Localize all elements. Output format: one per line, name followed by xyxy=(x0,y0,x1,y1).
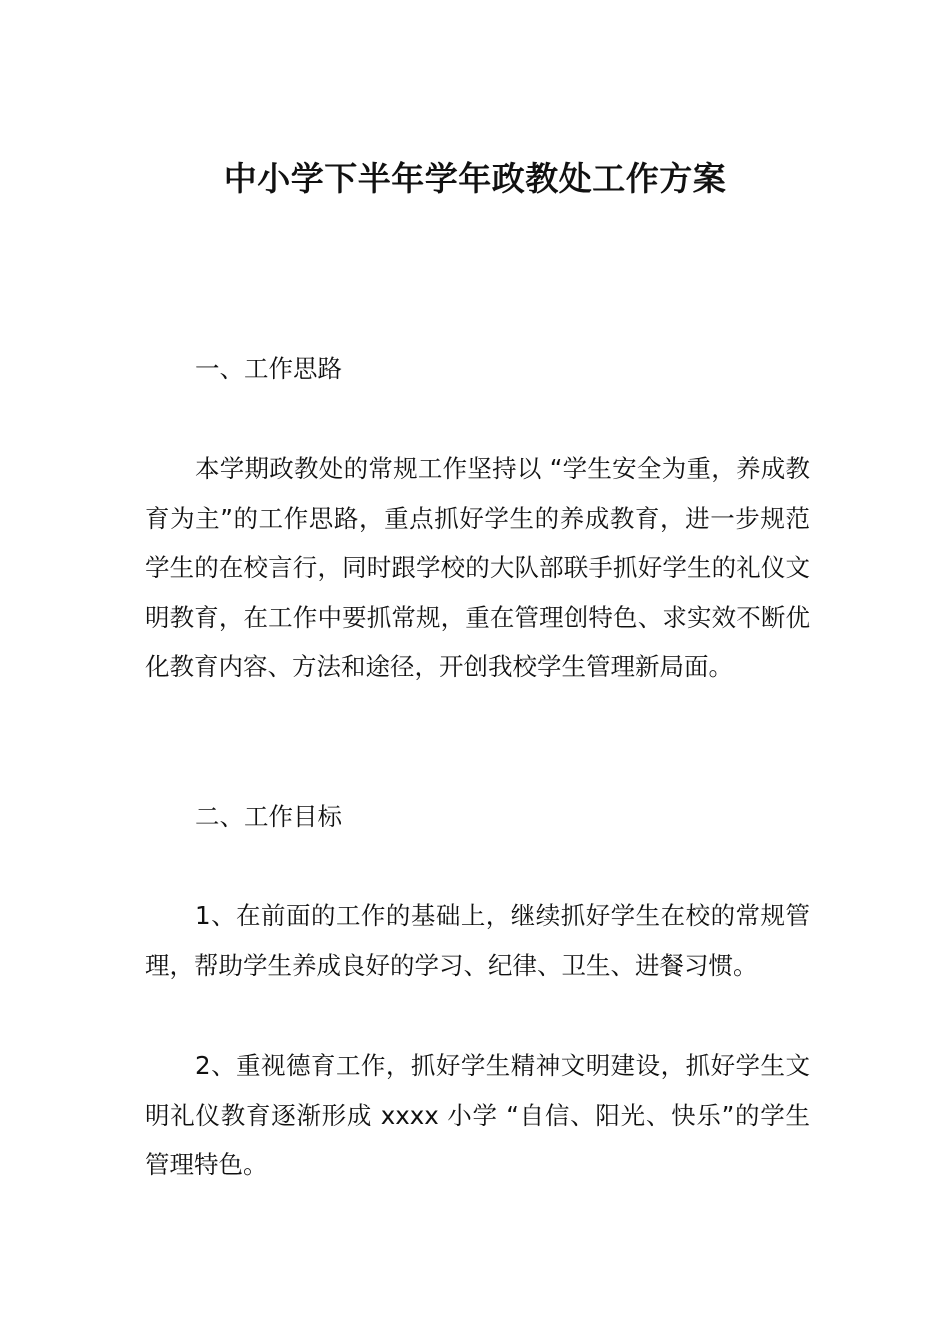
section-heading-work-goals: 二、工作目标 xyxy=(195,802,342,831)
section-heading-work-approach: 一、工作思路 xyxy=(195,354,342,383)
paragraph-work-approach: 本学期政教处的常规工作坚持以 “学生安全为重，养成教育为主”的工作思路，重点抓好学生的养成教育，进一步规范学生的在校言行，同时跟学校的大队部联手抓好学生的礼仪文明教育，在工作中要抓常规，重在管理创特色、求实效不断优化教育内容、方法和途径，开创我校学生管理新局面。 xyxy=(145,454,810,681)
document-title: 中小学下半年学年政教处工作方案 xyxy=(223,159,727,198)
paragraph-goal-1: 1、在前面的工作的基础上，继续抓好学生在校的常规管理，帮助学生养成良好的学习、纪律、卫生、进餐习惯。 xyxy=(145,901,810,980)
paragraph-goal-2: 2、重视德育工作，抓好学生精神文明建设，抓好学生文明礼仪教育逐渐形成 xxxx 小学 “自信、阳光、快乐”的学生管理特色。 xyxy=(145,1051,810,1179)
